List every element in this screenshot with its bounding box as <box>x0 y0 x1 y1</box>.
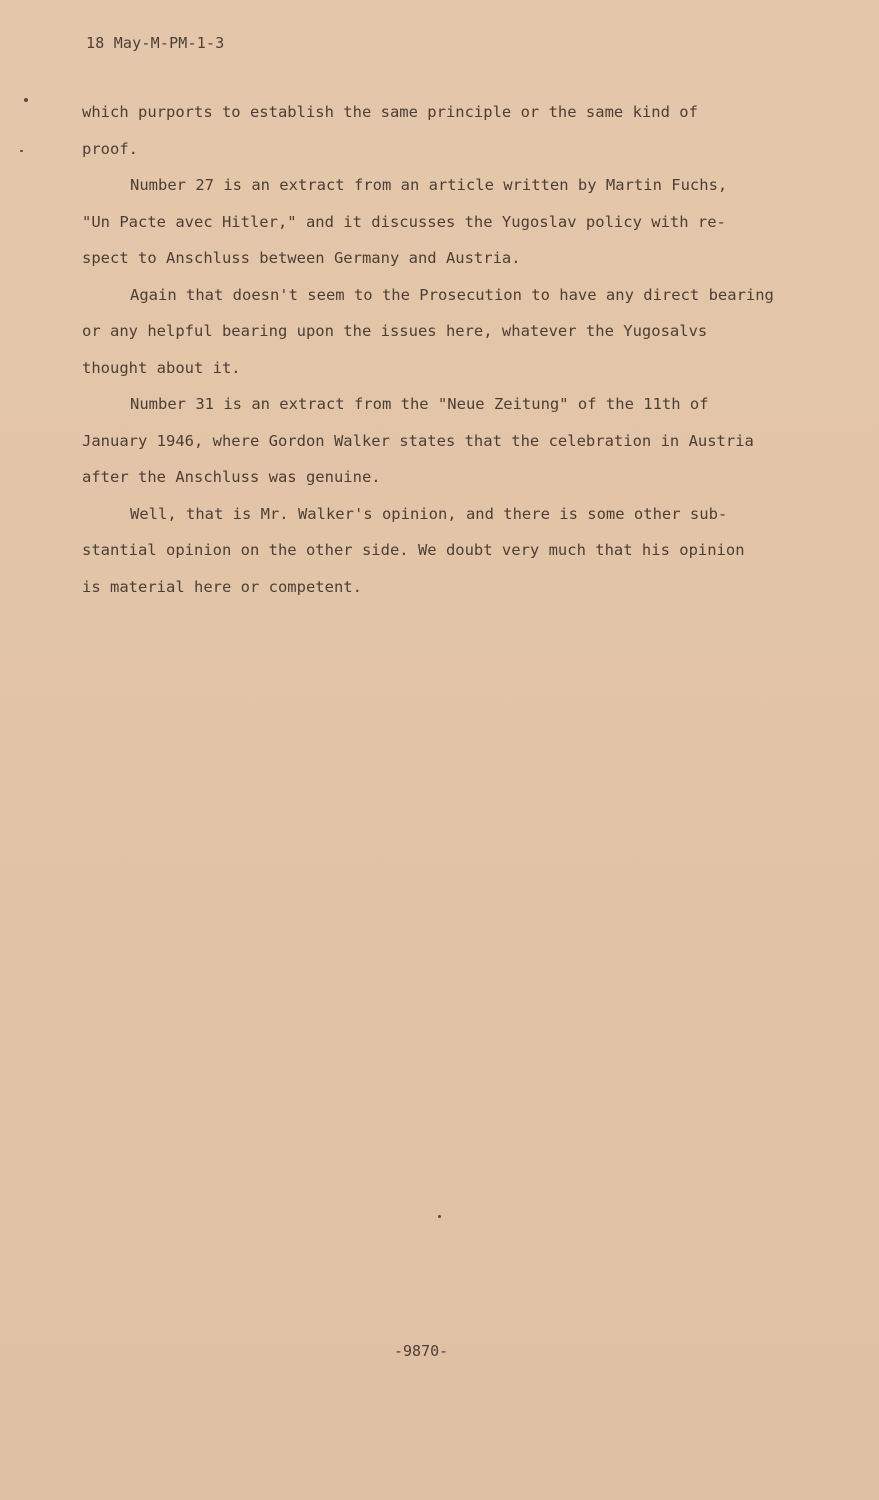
text-line: or any helpful bearing upon the issues here, whatever the Yugosalvs <box>82 322 708 340</box>
text-line: Number 31 is an extract from the "Neue Zeitung" of the 11th of <box>130 395 709 413</box>
paper-speck <box>438 1215 441 1218</box>
text-line: is material here or competent. <box>82 577 362 596</box>
text-line: "Un Pacte avec Hitler," and it discusses the Yugoslav policy with re- <box>82 212 726 231</box>
text-line: stantial opinion on the other side. We doubt very much that his opinion <box>82 541 745 559</box>
text-line: January 1946, where Gordon Walker states that the celebration in Austria <box>82 431 754 450</box>
text-line: Well, that is Mr. Walker's opinion, and there is some other sub- <box>130 504 728 523</box>
text-line: which purports to establish the same principle or the same kind of <box>82 103 698 121</box>
text-line: after the Anschluss was genuine. <box>82 468 381 486</box>
body-text <box>82 94 802 605</box>
text-line: thought about it. <box>82 358 241 377</box>
text-line: spect to Anschluss between Germany and Austria. <box>82 249 521 267</box>
text-line: Number 27 is an extract from an article written by Martin Fuchs, <box>130 176 728 194</box>
page-number: -9870- <box>394 1342 449 1360</box>
paper-speck <box>20 150 23 152</box>
paper-speck <box>24 98 28 102</box>
page-header: 18 May-M-PM-1-3 <box>86 34 225 52</box>
text-line: Again that doesn't seem to the Prosecution to have any direct bearing <box>130 285 774 304</box>
text-line: proof. <box>82 139 138 158</box>
